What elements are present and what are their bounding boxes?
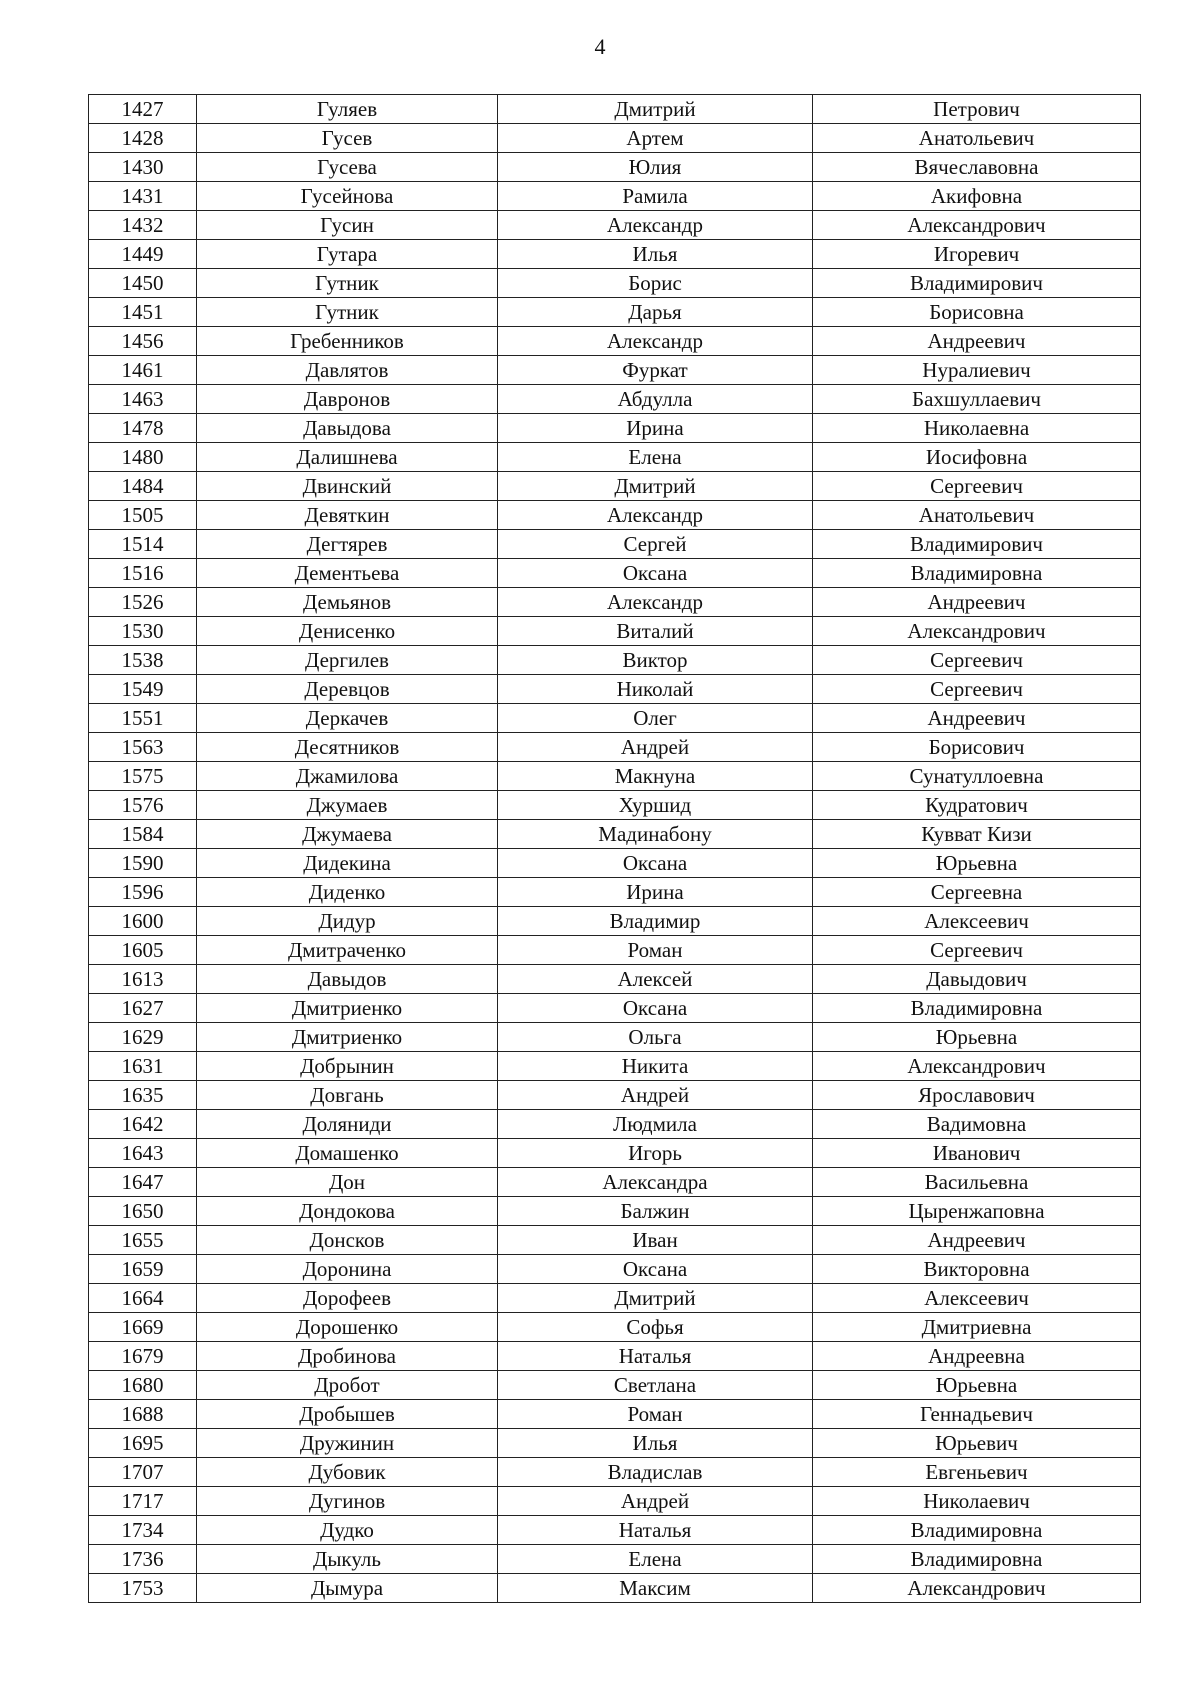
cell-patronymic: Бахшуллаевич [813,385,1141,414]
cell-number: 1430 [89,153,197,182]
table-row [89,1081,1141,1110]
cell-number: 1642 [89,1110,197,1139]
cell-first-name: Игорь [498,1139,813,1168]
cell-first-name: Юлия [498,153,813,182]
cell-patronymic: Александрович [813,1574,1141,1603]
cell-last-name: Дорофеев [197,1284,498,1313]
cell-first-name: Оксана [498,559,813,588]
cell-number: 1631 [89,1052,197,1081]
cell-last-name: Давронов [197,385,498,414]
cell-number: 1753 [89,1574,197,1603]
cell-patronymic: Юрьевич [813,1429,1141,1458]
cell-last-name: Гусейнова [197,182,498,211]
table-row [89,907,1141,936]
cell-patronymic: Сергеевич [813,472,1141,501]
table-row [89,182,1141,211]
cell-number: 1664 [89,1284,197,1313]
cell-number: 1478 [89,414,197,443]
cell-first-name: Илья [498,1429,813,1458]
cell-number: 1516 [89,559,197,588]
cell-patronymic: Вадимовна [813,1110,1141,1139]
table-row [89,1139,1141,1168]
table-row [89,124,1141,153]
cell-number: 1613 [89,965,197,994]
cell-first-name: Наталья [498,1342,813,1371]
table-row [89,1226,1141,1255]
table-row [89,443,1141,472]
table-row [89,588,1141,617]
cell-last-name: Гусев [197,124,498,153]
cell-number: 1669 [89,1313,197,1342]
cell-first-name: Борис [498,269,813,298]
cell-first-name: Владислав [498,1458,813,1487]
cell-number: 1551 [89,704,197,733]
cell-last-name: Довгань [197,1081,498,1110]
table-row [89,211,1141,240]
cell-number: 1688 [89,1400,197,1429]
roster-table [88,94,1141,1603]
table-row [89,1545,1141,1574]
cell-last-name: Дугинов [197,1487,498,1516]
cell-last-name: Дружинин [197,1429,498,1458]
cell-last-name: Дробышев [197,1400,498,1429]
cell-number: 1635 [89,1081,197,1110]
table-row [89,385,1141,414]
cell-first-name: Ирина [498,878,813,907]
cell-last-name: Дробот [197,1371,498,1400]
table-row [89,733,1141,762]
cell-last-name: Дыкуль [197,1545,498,1574]
table-row [89,1023,1141,1052]
cell-number: 1538 [89,646,197,675]
cell-first-name: Балжин [498,1197,813,1226]
cell-last-name: Джумаев [197,791,498,820]
cell-number: 1427 [89,95,197,124]
cell-patronymic: Юрьевна [813,1023,1141,1052]
cell-last-name: Дмитриенко [197,994,498,1023]
cell-last-name: Дементьева [197,559,498,588]
cell-number: 1659 [89,1255,197,1284]
cell-first-name: Макнуна [498,762,813,791]
table-row [89,1342,1141,1371]
table-row [89,153,1141,182]
cell-last-name: Доляниди [197,1110,498,1139]
cell-last-name: Гутник [197,298,498,327]
cell-last-name: Десятников [197,733,498,762]
cell-number: 1680 [89,1371,197,1400]
cell-number: 1695 [89,1429,197,1458]
cell-number: 1456 [89,327,197,356]
cell-number: 1449 [89,240,197,269]
cell-first-name: Роман [498,1400,813,1429]
table-row [89,240,1141,269]
cell-patronymic: Евгеньевич [813,1458,1141,1487]
cell-first-name: Иван [498,1226,813,1255]
cell-first-name: Александр [498,588,813,617]
cell-patronymic: Владимирович [813,269,1141,298]
cell-patronymic: Николаевич [813,1487,1141,1516]
cell-number: 1600 [89,907,197,936]
cell-patronymic: Анатольевич [813,501,1141,530]
cell-patronymic: Алексеевич [813,907,1141,936]
table-row [89,878,1141,907]
cell-number: 1647 [89,1168,197,1197]
cell-patronymic: Давыдович [813,965,1141,994]
table-row [89,1168,1141,1197]
cell-number: 1431 [89,182,197,211]
cell-number: 1734 [89,1516,197,1545]
cell-patronymic: Петрович [813,95,1141,124]
cell-first-name: Рамила [498,182,813,211]
cell-patronymic: Борисович [813,733,1141,762]
cell-first-name: Мадинабону [498,820,813,849]
cell-last-name: Гутник [197,269,498,298]
cell-last-name: Дидур [197,907,498,936]
cell-patronymic: Андреевич [813,327,1141,356]
cell-patronymic: Акифовна [813,182,1141,211]
cell-last-name: Дудко [197,1516,498,1545]
cell-last-name: Дмитриенко [197,1023,498,1052]
table-row [89,646,1141,675]
cell-patronymic: Андреевич [813,588,1141,617]
cell-last-name: Джамилова [197,762,498,791]
cell-last-name: Джумаева [197,820,498,849]
table-row [89,1052,1141,1081]
cell-first-name: Дмитрий [498,1284,813,1313]
cell-number: 1530 [89,617,197,646]
cell-last-name: Дымура [197,1574,498,1603]
cell-number: 1596 [89,878,197,907]
cell-number: 1605 [89,936,197,965]
cell-last-name: Дмитраченко [197,936,498,965]
cell-patronymic: Юрьевна [813,849,1141,878]
cell-first-name: Оксана [498,994,813,1023]
cell-first-name: Александр [498,501,813,530]
cell-first-name: Андрей [498,1081,813,1110]
cell-number: 1450 [89,269,197,298]
table-row [89,414,1141,443]
cell-first-name: Фуркат [498,356,813,385]
cell-first-name: Илья [498,240,813,269]
cell-first-name: Алексей [498,965,813,994]
cell-last-name: Гуляев [197,95,498,124]
cell-number: 1576 [89,791,197,820]
cell-number: 1707 [89,1458,197,1487]
cell-patronymic: Ярославович [813,1081,1141,1110]
cell-number: 1432 [89,211,197,240]
cell-number: 1563 [89,733,197,762]
cell-patronymic: Сергеевна [813,878,1141,907]
cell-first-name: Андрей [498,1487,813,1516]
cell-patronymic: Вячеславовна [813,153,1141,182]
cell-last-name: Диденко [197,878,498,907]
table-row [89,675,1141,704]
cell-first-name: Артем [498,124,813,153]
cell-first-name: Никита [498,1052,813,1081]
cell-first-name: Дмитрий [498,472,813,501]
cell-last-name: Давлятов [197,356,498,385]
table-row [89,269,1141,298]
cell-number: 1650 [89,1197,197,1226]
cell-patronymic: Игоревич [813,240,1141,269]
cell-first-name: Ирина [498,414,813,443]
table-row [89,1197,1141,1226]
cell-last-name: Давыдов [197,965,498,994]
cell-patronymic: Александрович [813,617,1141,646]
cell-last-name: Далишнева [197,443,498,472]
cell-last-name: Дегтярев [197,530,498,559]
cell-last-name: Дон [197,1168,498,1197]
cell-last-name: Дергилев [197,646,498,675]
cell-first-name: Светлана [498,1371,813,1400]
table-row [89,936,1141,965]
table-row [89,1429,1141,1458]
cell-number: 1505 [89,501,197,530]
cell-first-name: Людмила [498,1110,813,1139]
cell-number: 1480 [89,443,197,472]
cell-patronymic: Алексеевич [813,1284,1141,1313]
cell-last-name: Гребенников [197,327,498,356]
cell-first-name: Ольга [498,1023,813,1052]
table-row [89,1313,1141,1342]
table-row [89,1516,1141,1545]
cell-number: 1463 [89,385,197,414]
cell-last-name: Домашенко [197,1139,498,1168]
cell-number: 1549 [89,675,197,704]
cell-patronymic: Владимировна [813,559,1141,588]
cell-first-name: Андрей [498,733,813,762]
table-row [89,472,1141,501]
cell-number: 1627 [89,994,197,1023]
cell-patronymic: Анатольевич [813,124,1141,153]
cell-last-name: Деркачев [197,704,498,733]
cell-patronymic: Сергеевич [813,936,1141,965]
cell-first-name: Сергей [498,530,813,559]
cell-number: 1428 [89,124,197,153]
cell-last-name: Дорошенко [197,1313,498,1342]
table-row [89,1284,1141,1313]
cell-last-name: Дондокова [197,1197,498,1226]
cell-last-name: Гутара [197,240,498,269]
cell-patronymic: Сергеевич [813,646,1141,675]
cell-patronymic: Владимировна [813,1545,1141,1574]
cell-first-name: Олег [498,704,813,733]
cell-patronymic: Иванович [813,1139,1141,1168]
cell-first-name: Виталий [498,617,813,646]
cell-number: 1584 [89,820,197,849]
table-row [89,1400,1141,1429]
cell-last-name: Дидекина [197,849,498,878]
table-row [89,849,1141,878]
cell-number: 1484 [89,472,197,501]
table-row [89,530,1141,559]
cell-patronymic: Васильевна [813,1168,1141,1197]
cell-number: 1679 [89,1342,197,1371]
cell-number: 1629 [89,1023,197,1052]
cell-last-name: Дробинова [197,1342,498,1371]
cell-first-name: Александр [498,211,813,240]
cell-patronymic: Викторовна [813,1255,1141,1284]
table-row [89,501,1141,530]
page-number: 4 [594,34,606,59]
cell-first-name: Александр [498,327,813,356]
cell-last-name: Двинский [197,472,498,501]
table-row [89,298,1141,327]
cell-first-name: Оксана [498,849,813,878]
cell-last-name: Демьянов [197,588,498,617]
table-row [89,704,1141,733]
table-row [89,95,1141,124]
table-row [89,356,1141,385]
cell-first-name: Дарья [498,298,813,327]
cell-last-name: Денисенко [197,617,498,646]
cell-first-name: Максим [498,1574,813,1603]
cell-patronymic: Борисовна [813,298,1141,327]
cell-patronymic: Николаевна [813,414,1141,443]
cell-last-name: Доронина [197,1255,498,1284]
cell-first-name: Роман [498,936,813,965]
cell-number: 1655 [89,1226,197,1255]
cell-patronymic: Иосифовна [813,443,1141,472]
table-row [89,965,1141,994]
cell-last-name: Добрынин [197,1052,498,1081]
cell-number: 1461 [89,356,197,385]
table-row [89,617,1141,646]
table-row [89,327,1141,356]
table-row [89,820,1141,849]
cell-number: 1643 [89,1139,197,1168]
cell-last-name: Девяткин [197,501,498,530]
cell-patronymic: Андреевич [813,704,1141,733]
cell-patronymic: Владимирович [813,530,1141,559]
cell-last-name: Давыдова [197,414,498,443]
cell-last-name: Дубовик [197,1458,498,1487]
cell-patronymic: Дмитриевна [813,1313,1141,1342]
cell-patronymic: Кувват Кизи [813,820,1141,849]
cell-first-name: Николай [498,675,813,704]
cell-patronymic: Владимировна [813,994,1141,1023]
cell-patronymic: Сунатуллоевна [813,762,1141,791]
roster-table-body [89,95,1141,1603]
table-row [89,559,1141,588]
cell-patronymic: Юрьевна [813,1371,1141,1400]
cell-last-name: Донсков [197,1226,498,1255]
table-row [89,1574,1141,1603]
cell-first-name: Виктор [498,646,813,675]
cell-patronymic: Александрович [813,1052,1141,1081]
cell-last-name: Гусева [197,153,498,182]
table-row [89,1458,1141,1487]
cell-patronymic: Кудратович [813,791,1141,820]
cell-last-name: Деревцов [197,675,498,704]
cell-patronymic: Геннадьевич [813,1400,1141,1429]
cell-first-name: Софья [498,1313,813,1342]
cell-number: 1451 [89,298,197,327]
cell-first-name: Александра [498,1168,813,1197]
cell-first-name: Оксана [498,1255,813,1284]
cell-first-name: Владимир [498,907,813,936]
cell-number: 1514 [89,530,197,559]
table-row [89,762,1141,791]
cell-first-name: Хуршид [498,791,813,820]
cell-number: 1590 [89,849,197,878]
cell-patronymic: Нуралиевич [813,356,1141,385]
table-row [89,1110,1141,1139]
cell-patronymic: Андреевич [813,1226,1141,1255]
table-row [89,1487,1141,1516]
cell-patronymic: Владимировна [813,1516,1141,1545]
cell-number: 1526 [89,588,197,617]
cell-patronymic: Сергеевич [813,675,1141,704]
cell-patronymic: Александрович [813,211,1141,240]
cell-number: 1717 [89,1487,197,1516]
cell-first-name: Елена [498,443,813,472]
table-row [89,1371,1141,1400]
cell-first-name: Дмитрий [498,95,813,124]
cell-patronymic: Цыренжаповна [813,1197,1141,1226]
cell-first-name: Абдулла [498,385,813,414]
cell-number: 1736 [89,1545,197,1574]
cell-last-name: Гусин [197,211,498,240]
cell-first-name: Елена [498,1545,813,1574]
cell-patronymic: Андреевна [813,1342,1141,1371]
cell-number: 1575 [89,762,197,791]
cell-first-name: Наталья [498,1516,813,1545]
table-row [89,994,1141,1023]
table-row [89,791,1141,820]
table-row [89,1255,1141,1284]
